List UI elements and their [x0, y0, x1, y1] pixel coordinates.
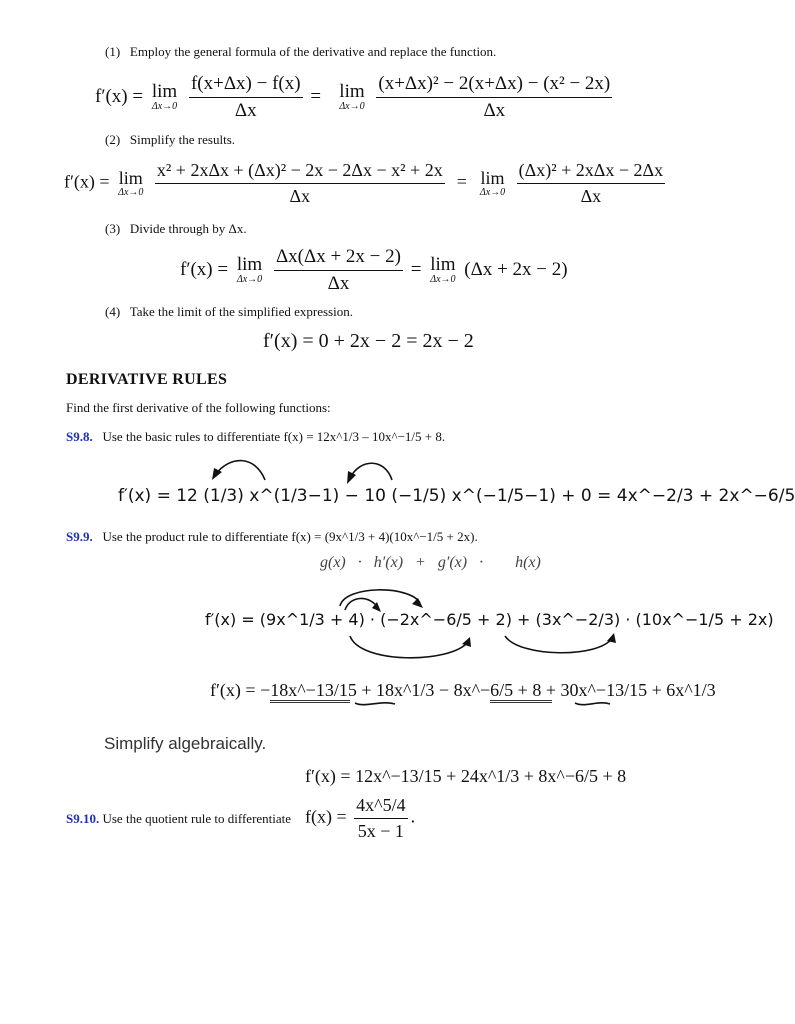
equals: = — [410, 258, 422, 280]
step-text: Employ the general formula of the derivative and replace the function. — [129, 44, 497, 59]
factored-quotient: $\frac{\Delta x(\Delta x + 2x - 2)}{\Delta x}$ — [275, 246, 401, 294]
problem-text: Use the product rule to differentiate f(x) = (9x^1/3 + 4)(10x^−1/5 + 2x). — [102, 529, 478, 544]
limit: lim Δx→0 — [151, 81, 178, 113]
step-number: (1) — [105, 44, 121, 59]
equals: = — [456, 171, 467, 192]
step-text: Divide through by Δx. — [129, 221, 247, 236]
step-number: (4) — [105, 304, 121, 319]
quotient: $\frac{4x\^{}5/4}{5x - 1}$ — [356, 795, 406, 841]
s9-9-expansion: f′(x) = (9x^1/3 + 4) · (−2x^−6/5 + 2) + (3x^−2/3) · (10x^−1/5 + 2x) — [205, 610, 774, 629]
s9-9-result: f′(x) = −18x^−13/15 + 18x^1/3 − 8x^−6/5 + 8 + 30x^−13/15 + 6x^1/3 — [210, 680, 716, 700]
lhs: f′(x) = — [180, 258, 229, 280]
wavy-underline — [355, 703, 395, 705]
lhs: f′(x) = — [95, 85, 144, 107]
arrowhead — [347, 471, 356, 484]
curve-arrow — [350, 463, 392, 480]
curve-arrow — [350, 636, 468, 658]
difference-quotient: $\frac{f(x+\Delta x) - f(x)}{\Delta x}$ — [190, 73, 301, 121]
product-rule-labels: g(x) · h′(x) + g′(x) · h(x) — [320, 554, 541, 571]
arrowhead — [412, 598, 423, 608]
step-text: Simplify the results. — [129, 132, 236, 147]
problem-label: S9.10. — [66, 811, 100, 826]
step-text: Take the limit of the simplified expression. — [129, 304, 353, 319]
equation-4: f′(x) = 0 + 2x − 2 = 2x − 2 — [263, 330, 474, 352]
reduced-expression: (Δx + 2x − 2) — [464, 258, 568, 280]
s9-8-solution: f′(x) = 12 (1/3) x^(1/3−1) − 10 (−1/5) x^(−1/5−1) + 0 = 4x^−2/3 + 2x^−6/5 — [118, 486, 795, 506]
simplified-quotient: $\frac{\text{(Δx)² + 2xΔx − 2Δx}}{\Delta x}$ — [518, 160, 664, 206]
expanded-quotient: $\frac{\text{x² + 2xΔx + (Δx)² − 2x − 2Δx − x² + 2x}}{\Delta x}$ — [156, 160, 443, 206]
section-title: DERIVATIVE RULES — [66, 371, 228, 388]
s9-9-final: f′(x) = 12x^−13/15 + 24x^1/3 + 8x^−6/5 + 8 — [305, 766, 627, 786]
lhs: f′(x) = — [64, 171, 110, 192]
wavy-underline — [575, 703, 610, 705]
step-number: (2) — [105, 132, 121, 147]
limit: lim Δx→0 — [339, 81, 365, 113]
period: . — [410, 806, 416, 827]
problem-text: Use the basic rules to differentiate f(x) = 12x^1/3 – 10x^−1/5 + 8. — [102, 429, 446, 444]
problem-label: S9.8. — [66, 429, 93, 444]
simplify-note: Simplify algebraically. — [104, 734, 267, 753]
curve-arrow — [215, 461, 265, 480]
limit: lim Δx→0 — [479, 167, 506, 198]
limit: lim Δx→0 — [430, 254, 456, 286]
problem-label: S9.9. — [66, 529, 93, 544]
curve-arrow — [340, 590, 420, 606]
lhs: f(x) = — [305, 806, 347, 827]
limit: lim Δx→0 — [236, 254, 263, 286]
equals: = — [310, 85, 322, 107]
curve-arrow — [505, 636, 612, 653]
limit: lim Δx→0 — [118, 167, 144, 198]
problem-text: Use the quotient rule to differentiate — [102, 811, 292, 826]
step-number: (3) — [105, 221, 121, 236]
substituted-quotient: $\frac{\text{(x+Δx)² − 2(x+Δx) − (x² − 2x)}}{\Delta x}$ — [378, 73, 611, 121]
section-intro: Find the first derivative of the following functions: — [66, 400, 331, 415]
